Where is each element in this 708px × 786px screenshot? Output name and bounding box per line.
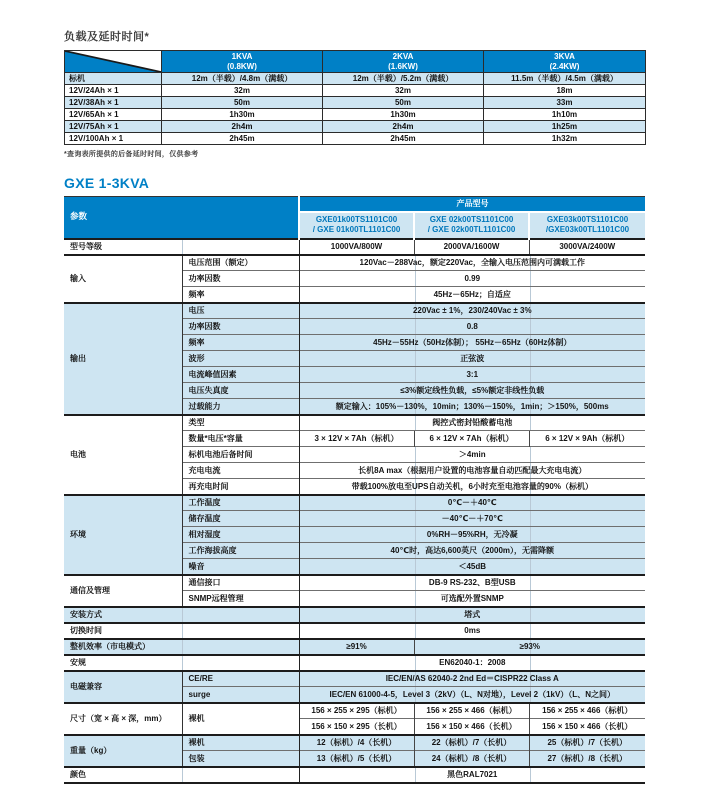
cell-value: 12m（半载）/4.8m（满载） [162,73,323,85]
col-header-line2: (2.4KW) [549,61,580,71]
spec-header-row-1 [64,197,645,212]
row-label: 颜色 [64,767,299,783]
row-label: SNMP远程管理 [182,591,299,607]
cell-value: 156 × 150 × 466（长机） [529,719,645,735]
row-label: 12V/75Ah × 1 [65,121,162,133]
table-row [64,607,645,623]
row-label: 12V/65Ah × 1 [65,109,162,121]
table-row [64,703,645,719]
group-label: 尺寸（宽 × 高 × 深，mm） [64,703,182,735]
cell-value: 2h4m [323,121,484,133]
row-label: 12V/100Ah × 1 [65,133,162,145]
row-label: 标机 [65,73,162,85]
model-name-3 [529,212,645,239]
model-line2: /GXE03k00TL1101C00 [545,225,630,234]
cell-value: －40℃－＋70℃ [299,511,645,527]
col-header-line1: 3KVA [554,51,575,61]
cell-value: 13（标机）/5（长机） [299,751,414,767]
cell-value: IEC/EN 61000-4-5，Level 3（2kV）（L、N对地），Level 2（1kV）（L、N之间） [299,687,645,703]
group-label: 电池 [64,415,182,495]
row-label: 过载能力 [182,399,299,415]
cell-value: 12m（半载）/5.2m（满载） [323,73,484,85]
col-header-line2: (1.6KW) [388,61,418,71]
load-table-footnote: *查询表所提供的后备延时时间，仅供参考 [64,151,199,158]
row-label: 功率因数 [182,271,299,287]
cell-value: 额定输入：105%－130%，10min；130%－150%，1min；＞150%，500ms [299,399,645,415]
cell-value: EN62040-1：2008 [299,655,645,671]
cell-value: ≤3%额定线性负载，≤5%额定非线性负载 [299,383,645,399]
row-label: 12V/38Ah × 1 [65,97,162,109]
cell-value: 3:1 [299,367,645,383]
table-row [64,655,645,671]
cell-value: 156 × 255 × 466（标机） [414,703,529,719]
cell-value: 塔式 [299,607,645,623]
row-label: 频率 [182,335,299,351]
cell-value: 长机8A max（根据用户设置的电池容量自动匹配最大充电电流） [299,463,645,479]
cell-value: 27（标机）/8（长机） [529,751,645,767]
diagonal-line-icon [65,51,161,72]
table-row [64,639,645,655]
row-label: 噪音 [182,559,299,575]
group-label: 输出 [64,303,182,415]
row-label: 工作温度 [182,495,299,511]
cell-value: 156 × 255 × 295（标机） [299,703,414,719]
spec-table-title: GXE 1-3KVA [64,175,150,191]
row-label: 安规 [64,655,299,671]
cell-value: 1h30m [162,109,323,121]
cell-value: 0.99 [299,271,645,287]
cell-value: ≥93% [414,639,645,655]
row-label: 通信接口 [182,575,299,591]
cell-value: DB-9 RS-232、B型USB [299,575,645,591]
cell-value: 220Vac ± 1%，230/240Vac ± 3% [299,303,645,319]
cell-value: 156 × 150 × 466（长机） [414,719,529,735]
cell-value: 可选配外置SNMP [299,591,645,607]
table-row [64,671,645,687]
table-row [65,73,646,85]
row-label: 波形 [182,351,299,367]
row-label: CE/RE [182,671,299,687]
cell-value: 1h25m [484,121,646,133]
model-line2: / GXE 01k00TL1101C00 [312,225,401,234]
cell-value: 12（标机）/4（长机） [299,735,414,751]
cell-value: 2h4m [162,121,323,133]
cell-value: 0%RH－95%RH，无冷凝 [299,527,645,543]
col-header-1kva [162,51,323,73]
table-row [64,575,645,591]
cell-value: 40℃时，高达6,600英尺（2000m），无需降额 [299,543,645,559]
group-label: 输入 [64,255,182,303]
table-row [64,239,645,255]
cell-value: 3 × 12V × 7Ah（标机） [299,431,414,447]
row-label: 标机电池后备时间 [182,447,299,463]
load-table-header-row [65,51,646,73]
row-label: 裸机 [182,703,299,735]
col-header-line1: 2KVA [392,51,414,61]
cell-value: 1h10m [484,109,646,121]
row-label: 数量*电压*容量 [182,431,299,447]
cell-value: 0℃－＋40℃ [299,495,645,511]
row-label: 型号等级 [64,239,299,255]
cell-value: 25（标机）/7（长机） [529,735,645,751]
table-row [65,85,646,97]
cell-value: 11.5m（半载）/4.5m（满载） [484,73,646,85]
col-header-line2: (0.8KW) [227,61,257,71]
table-row [65,109,646,121]
table-row [64,255,645,271]
cell-value: 32m [323,85,484,97]
cell-value: 阀控式密封铅酸蓄电池 [299,415,645,431]
table-row [64,735,645,751]
cell-value: 1h32m [484,133,646,145]
cell-value: 2000VA/1600W [414,239,529,255]
cell-value: 带载100%放电至UPS自动关机，6小时充至电池容量的90%（标机） [299,479,645,495]
cell-value: 1000VA/800W [299,239,414,255]
load-table [64,50,646,145]
model-line1: GXE03k00TS1101C00 [546,214,629,224]
row-label: surge [182,687,299,703]
row-label: 整机效率（市电模式） [64,639,299,655]
cell-value: 50m [162,97,323,109]
row-label: 功率因数 [182,319,299,335]
cell-value: 22（标机）/7（长机） [414,735,529,751]
cell-value: 50m [323,97,484,109]
cell-value: 45Hz－55Hz（50Hz体制）； 55Hz－65Hz（60Hz体制） [299,335,645,351]
cell-value: 120Vac－288Vac，额定220Vac，全输入电压范围内可满载工作 [299,255,645,271]
group-label: 重量（kg） [64,735,182,767]
cell-value: 156 × 150 × 295（长机） [299,719,414,735]
row-label: 充电电流 [182,463,299,479]
cell-value: 33m [484,97,646,109]
cell-value: 32m [162,85,323,97]
row-label: 安装方式 [64,607,299,623]
spec-table [64,196,645,784]
cell-value: 45Hz－65Hz；自适应 [299,287,645,303]
table-row [64,767,645,783]
cell-value: 2h45m [323,133,484,145]
model-name-2 [414,212,529,239]
row-label: 裸机 [182,735,299,751]
cell-value: IEC/EN/AS 62040-2 2nd Ed＝CISPR22 Class A [299,671,645,687]
table-row [64,623,645,639]
cell-value: ≥91% [299,639,414,655]
row-label: 切换时间 [64,623,299,639]
row-label: 相对湿度 [182,527,299,543]
table-row [64,303,645,319]
product-model-header: 产品型号 [299,197,645,212]
model-line1: GXE01k00TS1101C00 [315,214,398,224]
model-line1: GXE 02k00TS1101C00 [429,214,514,224]
col-header-line1: 1KVA [231,51,253,61]
row-label: 频率 [182,287,299,303]
row-label: 电压失真度 [182,383,299,399]
cell-value: ＜45dB [299,559,645,575]
model-name-1 [299,212,414,239]
group-label: 通信及管理 [64,575,182,607]
group-label: 环境 [64,495,182,575]
table-row [65,133,646,145]
cell-value: 6 × 12V × 9Ah（标机） [529,431,645,447]
cell-value: 正弦波 [299,351,645,367]
cell-value: ＞4min [299,447,645,463]
row-label: 工作海拔高度 [182,543,299,559]
col-header-3kva [484,51,646,73]
cell-value: 0ms [299,623,645,639]
param-header: 参数 [64,197,299,239]
group-label: 电磁兼容 [64,671,182,703]
cell-value: 黑色RAL7021 [299,767,645,783]
row-label: 电流峰值因素 [182,367,299,383]
load-table-title: 负载及延时时间* [64,31,150,43]
model-line2: / GXE 02k00TL1101C00 [427,225,516,234]
row-label: 电压 [182,303,299,319]
row-label: 再充电时间 [182,479,299,495]
cell-value: 24（标机）/8（长机） [414,751,529,767]
table-row [65,121,646,133]
row-label: 储存温度 [182,511,299,527]
cell-value: 156 × 255 × 466（标机） [529,703,645,719]
col-header-2kva [323,51,484,73]
row-label: 电压范围（额定） [182,255,299,271]
cell-value: 0.8 [299,319,645,335]
row-label: 类型 [182,415,299,431]
table-row [64,495,645,511]
cell-value: 18m [484,85,646,97]
diagonal-cell [65,51,162,73]
cell-value: 2h45m [162,133,323,145]
cell-value: 3000VA/2400W [529,239,645,255]
cell-value: 6 × 12V × 7Ah（标机） [414,431,529,447]
row-label: 包装 [182,751,299,767]
row-label: 12V/24Ah × 1 [65,85,162,97]
table-row [64,415,645,431]
page-content [64,28,645,784]
table-row [65,97,646,109]
cell-value: 1h30m [323,109,484,121]
